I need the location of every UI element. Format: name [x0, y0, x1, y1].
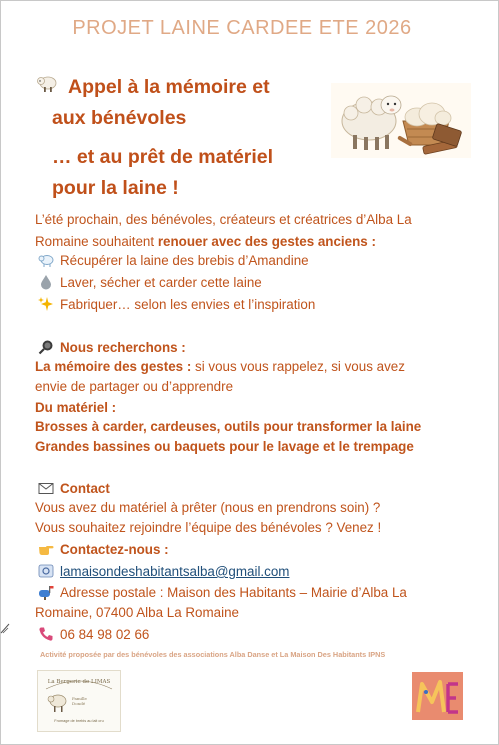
list-item [38, 272, 262, 294]
bergerie-logo-title: La Bergerie de LIMAS [47, 679, 111, 685]
list-item-text: Laver, sécher et carder cette laine [60, 275, 262, 290]
heading-line-4: pour la laine ! [52, 177, 179, 199]
sheep-icon [38, 252, 54, 268]
address-line-1: Adresse postale : Maison des Habitants – Mairie d’Alba La [60, 585, 407, 600]
material-line-2: Grandes bassines ou baquets pour le lavage et le trempage [35, 439, 414, 454]
bergerie-logo [37, 670, 121, 732]
mailbox-icon [38, 584, 54, 600]
email-icon [38, 563, 54, 579]
credit-line: Activité proposée par des bénévoles des associations Alba Danse et La Maison Des Habitants IPNS [40, 650, 386, 659]
list-item-text: Fabriquer… selon les envies et l’inspiration [60, 297, 316, 312]
email-row [38, 561, 289, 583]
phone-row [38, 624, 149, 646]
contact-heading-text: Contact [60, 481, 110, 496]
heading-line-1: Appel à la mémoire et [68, 76, 270, 98]
address-line-2: Romaine, 07400 Alba La Romaine [35, 605, 239, 620]
envelope-icon [38, 480, 54, 496]
mdh-logo [412, 672, 463, 720]
material-line-1: Brosses à carder, cardeuses, outils pour transformer la laine [35, 419, 422, 434]
email-link[interactable]: lamaisondeshabitantsalba@gmail.com [60, 564, 290, 579]
water-drop-icon [38, 274, 54, 290]
material-heading: Du matériel : [35, 400, 117, 415]
heading-line-2: aux bénévoles [52, 107, 187, 129]
lamb-icon [36, 72, 58, 94]
memory-text: si vous vous rappelez, si vous avez [191, 359, 405, 374]
sheep-wool-illustration [331, 83, 471, 158]
svg-text:Dondé: Dondé [72, 701, 86, 706]
contact-line-1: Vous avez du matériel à prêter (nous en prendrons soin) ? [35, 500, 381, 515]
heading-line-3: … et au prêt de matériel [52, 146, 274, 168]
list-item [38, 294, 315, 316]
mdh-logo-graphic [412, 672, 463, 720]
sparkles-icon [38, 296, 54, 312]
list-item [38, 250, 309, 272]
address-row [38, 582, 407, 604]
memory-line-1 [35, 356, 405, 378]
page-title: PROJET LAINE CARDEE ETE 2026 [72, 17, 412, 39]
memory-bold: La mémoire des gestes : [35, 359, 192, 374]
intro-line-2-bold: renouer avec des gestes anciens : [157, 234, 376, 249]
memory-line-2: envie de partager ou d’apprendre [35, 379, 234, 394]
search-heading-text: Nous recherchons : [60, 340, 186, 355]
bergerie-logo-subtitle: Fromage de brebis au lait cru [54, 719, 104, 723]
phone-icon [38, 626, 54, 642]
pointing-hand-icon [38, 541, 54, 557]
list-item-text: Récupérer la laine des brebis d’Amandine [60, 253, 309, 268]
contact-line-2: Vous souhaitez rejoindre l’équipe des bénévoles ? Venez ! [35, 520, 382, 535]
pen-icon [0, 622, 10, 634]
svg-text:Famille: Famille [72, 696, 87, 701]
phone-number: 06 84 98 02 66 [60, 627, 150, 642]
magnifier-icon [38, 339, 54, 355]
intro-line-1: L’été prochain, des bénévoles, créateurs et créatrices d’Alba La [35, 212, 412, 227]
intro-line-2-start: Romaine souhaitent [35, 234, 158, 249]
contact-us-text: Contactez-nous : [60, 542, 169, 557]
contact-us [38, 539, 169, 561]
